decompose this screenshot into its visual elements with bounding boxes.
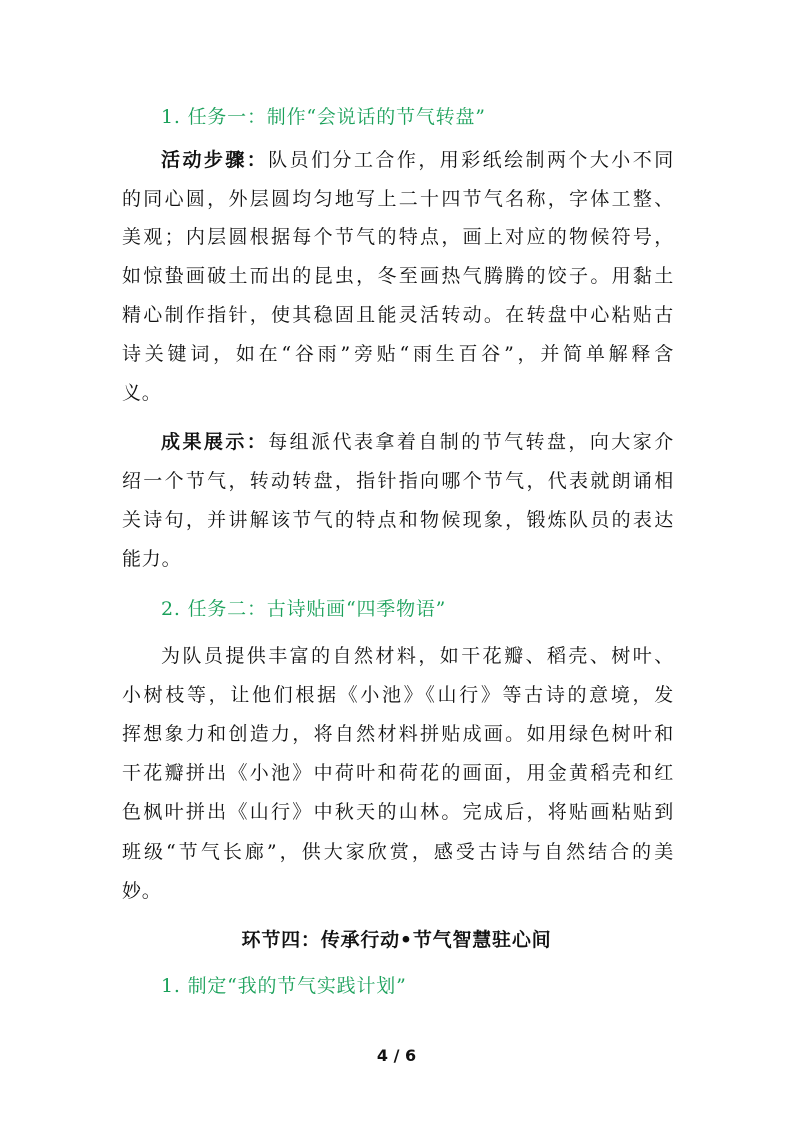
section4-title: 环节四：传承行动•节气智慧驻心间 xyxy=(241,929,552,951)
task1-result-line-1 xyxy=(161,422,674,462)
task2-line-2: 小树枝等，让他们根据《小池》《山行》等古诗的意境，发 xyxy=(122,684,674,706)
section4-item1: 1. 制定“我的节气实践计划” xyxy=(161,975,407,997)
task1-steps-line-7: 义。 xyxy=(122,382,162,404)
steps-label: 活动步骤： xyxy=(161,149,269,171)
task2-line-4: 干花瓣拼出《小池》中荷叶和荷花的画面，用金黄稻壳和红 xyxy=(122,762,674,784)
task2-heading: 2. 任务二：古诗贴画“四季物语” xyxy=(161,598,447,620)
task1-result-line-4: 能力。 xyxy=(122,548,182,570)
task2-line-1: 为队员提供丰富的自然材料，如干花瓣、稻壳、树叶、 xyxy=(161,645,674,667)
task1-steps-line-5: 精心制作指针，使其稳固且能灵活转动。在转盘中心粘贴古 xyxy=(122,304,674,326)
task1-steps-line-2: 的同心圆，外层圆均匀地写上二十四节气名称，字体工整、 xyxy=(122,188,674,210)
task2-line-6: 班级“节气长廊”，供大家欣赏，感受古诗与自然结合的美 xyxy=(122,841,674,863)
result-label: 成果展示： xyxy=(161,431,269,453)
page-number: 4 / 6 xyxy=(376,1046,417,1065)
task1-steps-line-6: 诗关键词，如在“谷雨”旁贴“雨生百谷”，并简单解释含 xyxy=(122,343,674,365)
task2-line-3: 挥想象力和创造力，将自然材料拼贴成画。如用绿色树叶和 xyxy=(122,723,674,745)
task1-steps-line-3: 美观；内层圆根据每个节气的特点，画上对应的物候符号， xyxy=(122,226,674,248)
task1-heading: 1. 任务一：制作“会说话的节气转盘” xyxy=(161,106,486,128)
task1-result-line-3: 关诗句，并讲解该节气的特点和物候现象，锻炼队员的表达 xyxy=(122,509,674,531)
task2-line-7: 妙。 xyxy=(122,880,162,902)
task1-steps-line-1 xyxy=(161,140,674,180)
task1-result-line-2: 绍一个节气，转动转盘，指针指向哪个节气，代表就朗诵相 xyxy=(122,470,674,492)
task1-steps-line-4: 如惊蛰画破土而出的昆虫，冬至画热气腾腾的饺子。用黏土 xyxy=(122,265,674,287)
steps-text: 队员们分工合作，用彩纸绘制两个大小不同 xyxy=(268,149,674,171)
task2-line-5: 色枫叶拼出《山行》中秋天的山林。完成后，将贴画粘贴到 xyxy=(122,801,674,823)
result-text: 每组派代表拿着自制的节气转盘，向大家介 xyxy=(268,431,674,453)
